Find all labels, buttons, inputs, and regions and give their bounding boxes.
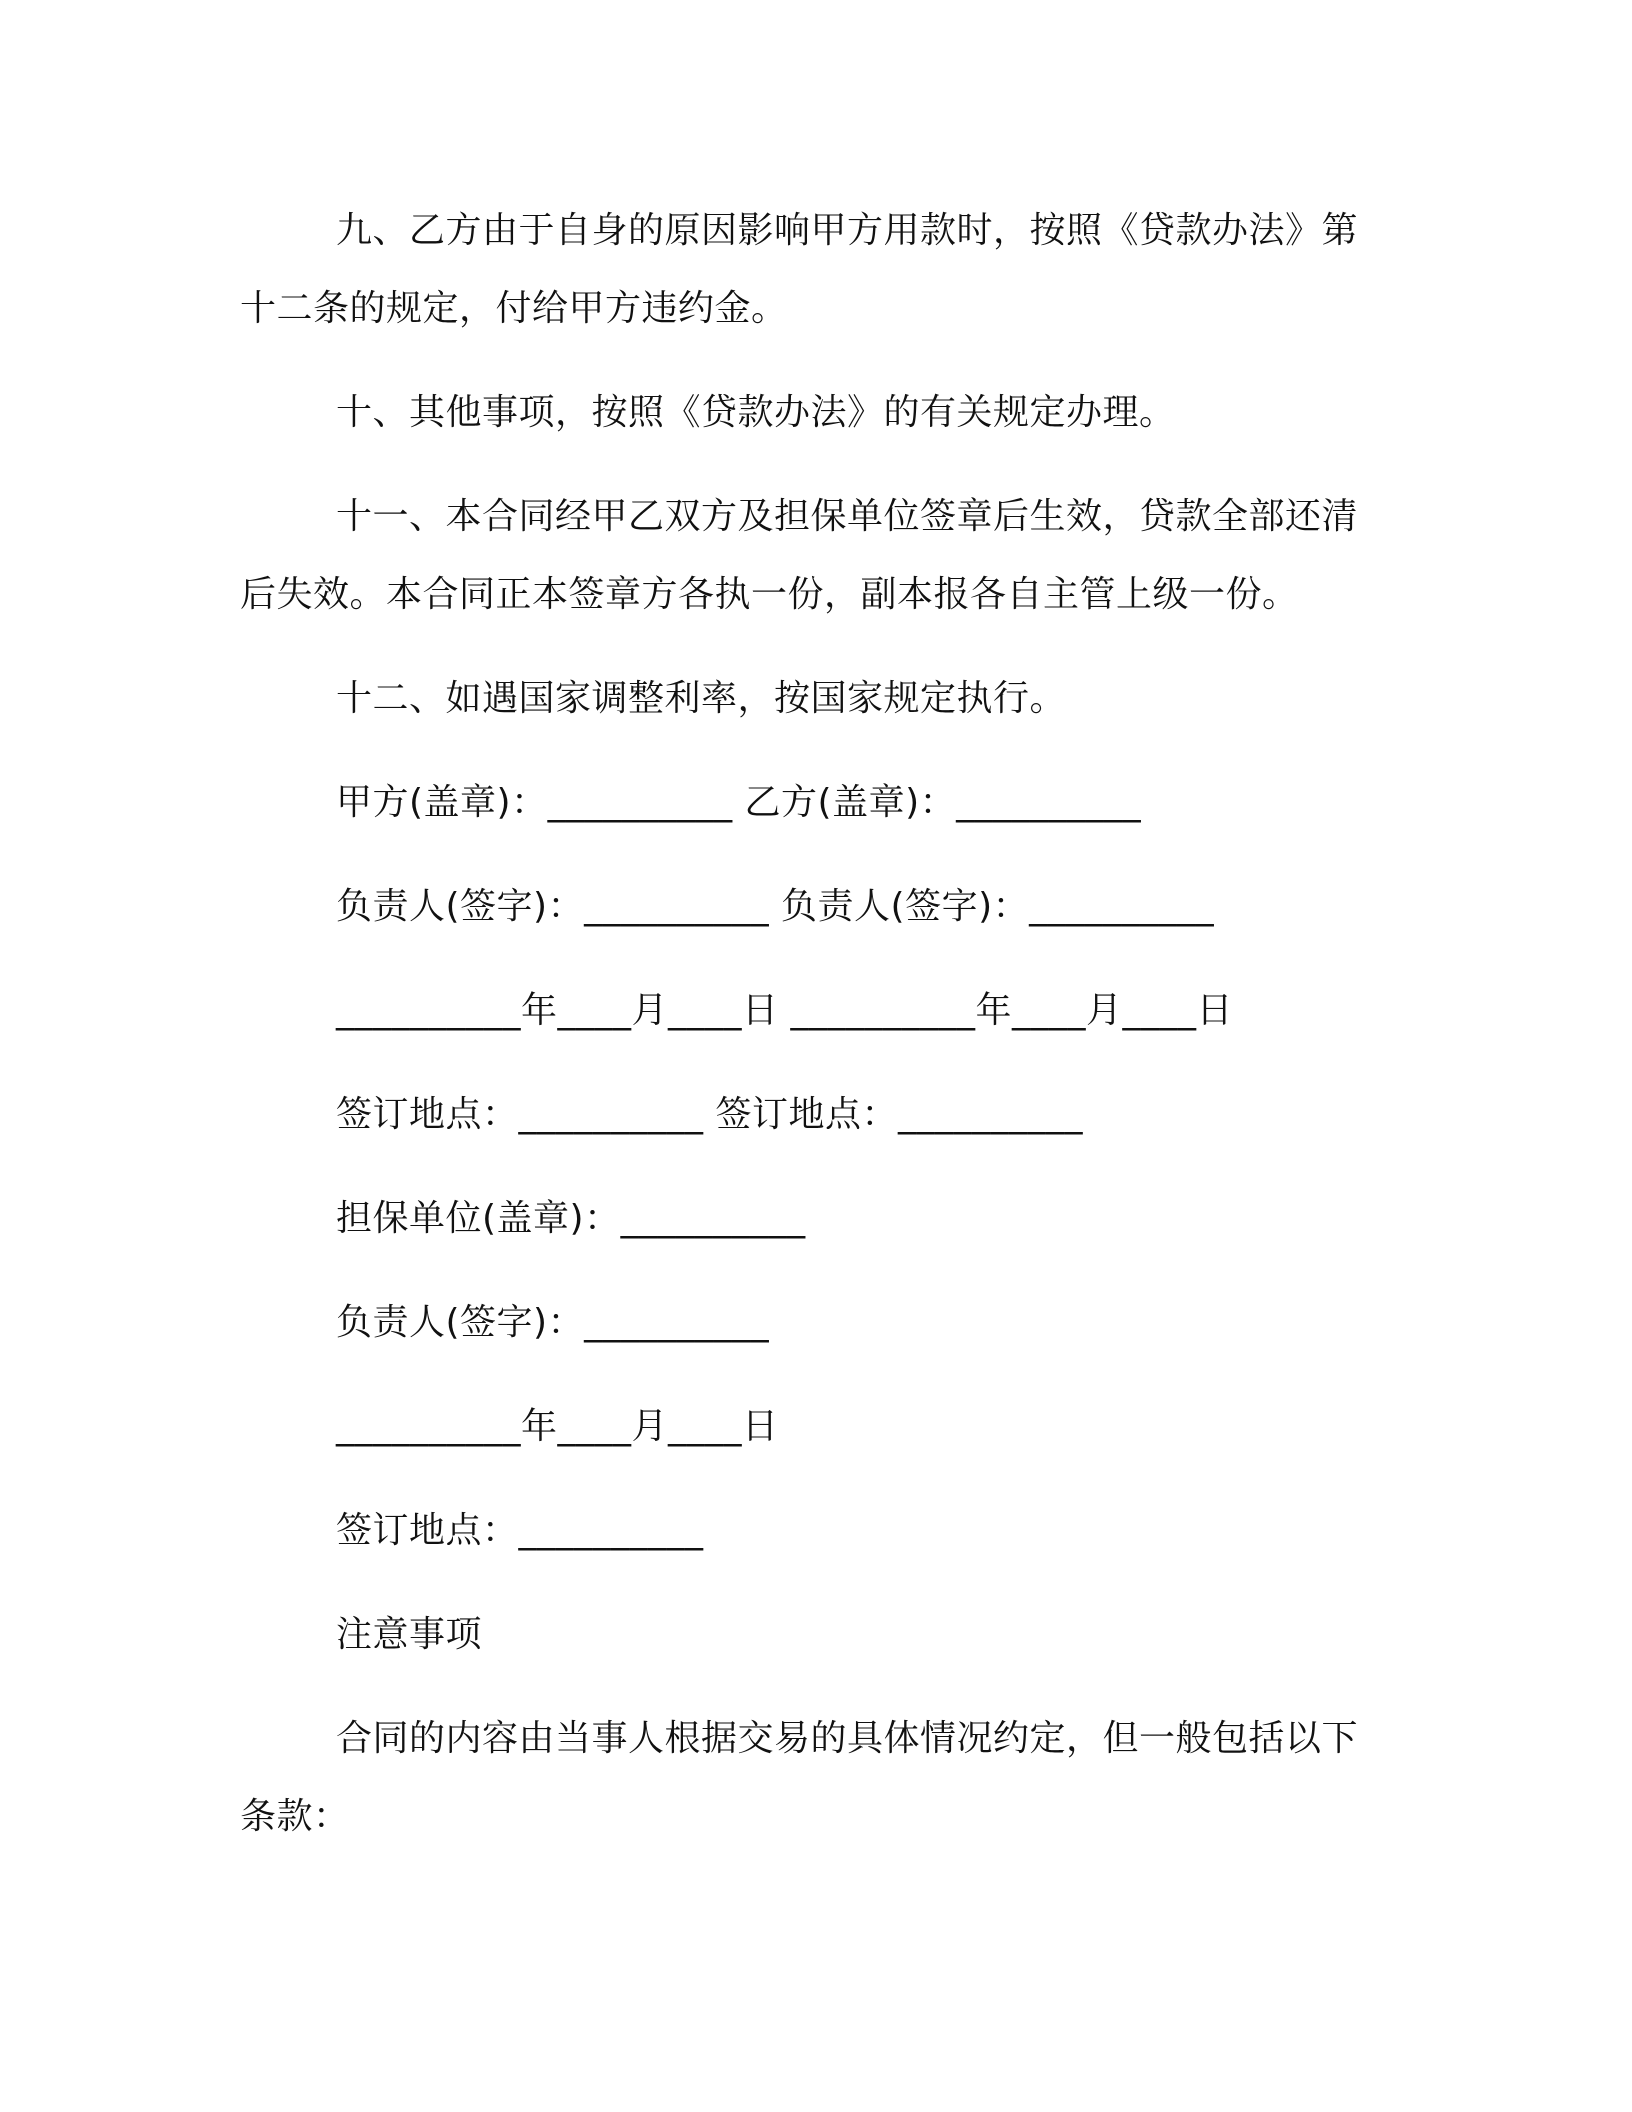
- clause-12: 十二、如遇国家调整利率，按国家规定执行。: [336, 678, 1067, 719]
- guarantor-responsible-line: 负责人(签字)：__________: [336, 1302, 770, 1343]
- responsible-signatures-line: 负责人(签字)：__________ 负责人(签字)：__________: [336, 886, 1215, 927]
- notes-paragraph: 合同的内容由当事人根据交易的具体情况约定，但一般包括以下条款：: [240, 1718, 1359, 1837]
- document-body: [240, 192, 1388, 1882]
- notes-heading: 注意事项: [336, 1614, 483, 1655]
- clause-10: 十、其他事项，按照《贷款办法》的有关规定办理。: [336, 392, 1176, 433]
- guarantor-date-line: __________年____月____日: [336, 1406, 779, 1447]
- guarantor-location-line: 签订地点：__________: [336, 1510, 704, 1551]
- clause-9: 九、乙方由于自身的原因影响甲方用款时，按照《贷款办法》第十二条的规定，付给甲方违约金。: [240, 210, 1359, 329]
- dates-pair-line: __________年____月____日 __________年____月____日: [336, 990, 1233, 1031]
- party-seals-line: 甲方(盖章)：__________ 乙方(盖章)：__________: [336, 782, 1142, 823]
- guarantor-seal-line: 担保单位(盖章)：__________: [336, 1198, 806, 1239]
- locations-pair-line: 签订地点：__________ 签订地点：__________: [336, 1094, 1083, 1135]
- clause-11: 十一、本合同经甲乙双方及担保单位签章后生效，贷款全部还清后失效。本合同正本签章方各执一份，副本报各自主管上级一份。: [240, 496, 1359, 615]
